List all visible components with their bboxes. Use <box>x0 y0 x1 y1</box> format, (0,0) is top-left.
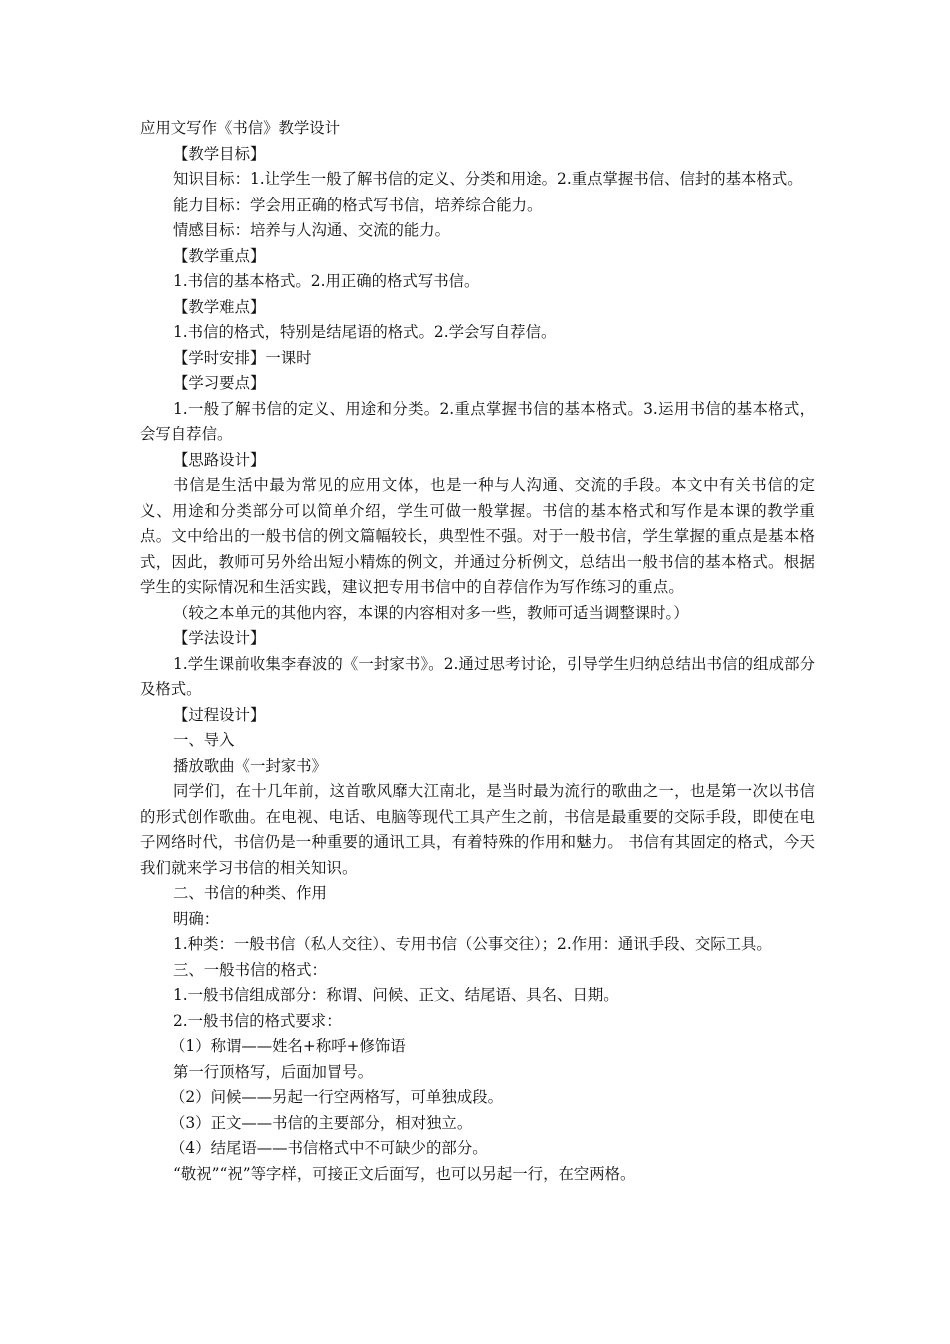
paragraph-difficulties: 1.书信的格式，特别是结尾语的格式。2.学会写自荐信。 <box>173 323 557 341</box>
paragraph-emotion-goal: 情感目标：培养与人沟通、交流的能力。 <box>173 221 451 239</box>
paragraph-knowledge-goal: 知识目标：1.让学生一般了解书信的定义、分类和用途。2.重点掌握书信、信封的基本格式。 <box>173 170 803 188</box>
paragraph-play-song: 播放歌曲《一封家书》 <box>173 756 327 775</box>
list-item-body: （3）正文——书信的主要部分，相对独立。 <box>170 1113 473 1132</box>
list-item-salutation: （1）称谓——姓名+称呼+修饰语 <box>170 1037 406 1055</box>
paragraph-salutation-note: 第一行顶格写，后面加冒号。 <box>173 1062 374 1081</box>
paragraph-closing-note: “敬祝”“祝”等字样，可接正文后面写，也可以另起一行，在空两格。 <box>173 1164 636 1183</box>
document-title: 应用文写作《书信》教学设计 <box>140 119 341 137</box>
paragraph-learning-points: 1.一般了解书信的定义、用途和分类。2.重点掌握书信的基本格式。3.运用书信的基本格式，会写自荐信。 <box>140 399 815 443</box>
section-heading-schedule: 【学时安排】一课时 <box>173 348 312 367</box>
section-heading-key-points: 【教学重点】 <box>173 246 266 265</box>
subheading-format: 三、一般书信的格式： <box>173 960 327 979</box>
section-heading-process: 【过程设计】 <box>173 705 266 724</box>
paragraph-key-points: 1.书信的基本格式。2.用正确的格式写书信。 <box>173 272 480 290</box>
subheading-types-uses: 二、书信的种类、作用 <box>173 884 327 902</box>
paragraph-components: 1.一般书信组成部分：称谓、问候、正文、结尾语、具名、日期。 <box>173 986 619 1004</box>
section-heading-design-idea: 【思路设计】 <box>173 450 266 469</box>
list-item-closing: （4）结尾语——书信格式中不可缺少的部分。 <box>170 1139 488 1157</box>
paragraph-types-uses: 1.种类：一般书信（私人交往）、专用书信（公事交往）；2.作用：通讯手段、交际工具。 <box>173 935 772 953</box>
document-body <box>140 116 815 1187</box>
section-heading-learning-points: 【学习要点】 <box>173 374 266 392</box>
paragraph-design-idea: 书信是生活中最为常见的应用文体，也是一种与人沟通、交流的手段。本文中有关书信的定义、用途和分类部分可以简单介绍，学生可做一般掌握。书信的基本格式和写作是本课的教学重点。文中给出的一般书信的例文篇幅较长，典型性不强。对于一般书信，学生掌握的重点是基本格式，因此，教师可另外给出短小精炼的例文，并通过分析例文，总结出一般书信的基本格式。根据学生的实际情况和生活实践，建议把专用书信中的自荐信作为写作练习的重点。 <box>140 476 815 596</box>
section-heading-difficulties: 【教学难点】 <box>173 297 266 316</box>
paragraph-note: （较之本单元的其他内容，本课的内容相对多一些，教师可适当调整课时。） <box>173 603 689 622</box>
section-heading-study-method: 【学法设计】 <box>173 629 266 647</box>
paragraph-intro-text: 同学们，在十几年前，这首歌风靡大江南北，是当时最为流行的歌曲之一，也是第一次以书信的形式创作歌曲。在电视、电话、电脑等现代工具产生之前，书信是最重要的交际手段，即使在电子网络时代，书信仍是一种重要的通讯工具，有着特殊的作用和魅力。 书信有其固定的格式，今天我们就来学习书信的相关知识。 <box>140 782 815 877</box>
subheading-intro: 一、导入 <box>173 731 235 749</box>
paragraph-format-requirements: 2.一般书信的格式要求： <box>173 1011 342 1030</box>
list-item-greeting: （2）问候——另起一行空两格写，可单独成段。 <box>170 1088 503 1106</box>
paragraph-ability-goal: 能力目标：学会用正确的格式写书信，培养综合能力。 <box>173 195 543 214</box>
paragraph-clarify: 明确： <box>173 909 220 928</box>
section-heading-objectives: 【教学目标】 <box>173 144 266 163</box>
paragraph-study-method: 1.学生课前收集李春波的《一封家书》。2.通过思考讨论，引导学生归纳总结出书信的组成部分及格式。 <box>140 654 815 698</box>
